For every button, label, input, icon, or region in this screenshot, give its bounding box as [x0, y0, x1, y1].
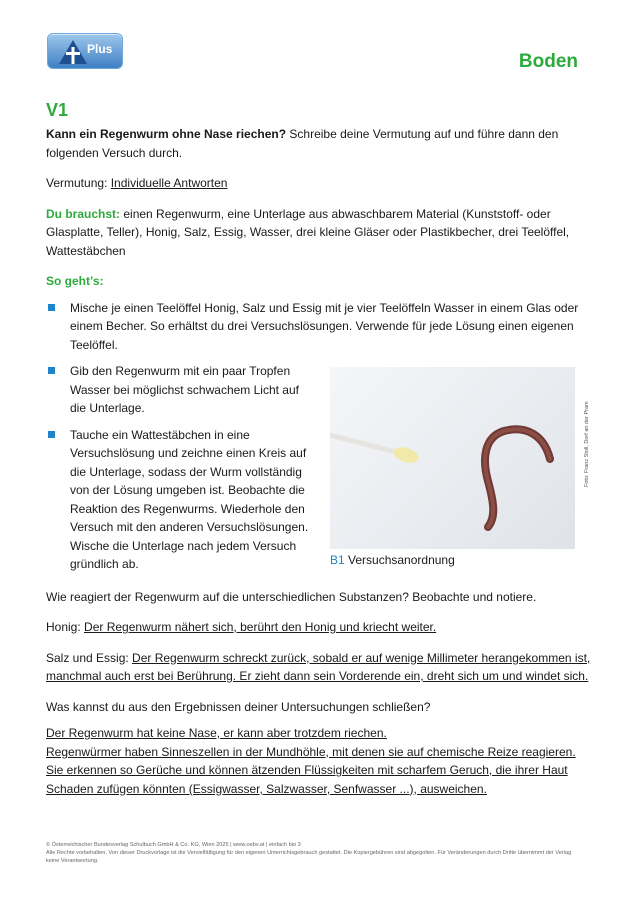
square-bullet-icon	[48, 304, 55, 311]
step-text: Mische je einen Teelöffel Honig, Salz und Essig mit je vier Teelöffeln Wasser in einem Glas oder einem Becher. So erhältst du drei Versuchslösungen. Verwende für jede Lösung einen eigenen Teelöffel.	[70, 300, 579, 352]
steps-list	[46, 299, 592, 355]
salt-label: Salz und Essig:	[46, 650, 133, 665]
hypothesis	[46, 174, 592, 193]
conclusion-answer-1: Der Regenwurm hat keine Nase, er kann aber trotzdem riechen.	[46, 726, 387, 740]
plus-logo	[47, 33, 123, 69]
triangle-logo-icon	[56, 38, 90, 66]
photo-credit: Foto: Franz Stoll, Dorf an der Pram	[584, 401, 590, 487]
hypothesis-label: Vermutung:	[46, 176, 111, 190]
honey-label: Honig:	[46, 620, 85, 634]
materials	[46, 205, 592, 261]
salt-vinegar-observation	[46, 649, 592, 686]
figure-caption	[330, 551, 592, 570]
steps-with-figure	[46, 362, 592, 574]
question-bold: Kann ein Regenwurm ohne Nase riechen?	[46, 127, 287, 141]
earthworm-photo	[330, 367, 575, 549]
figure-label: B1	[330, 553, 345, 567]
logo-text: Plus	[87, 42, 113, 56]
task-question	[46, 125, 592, 162]
footer-copyright: © Österreichischer Bundesverlag Schulbuch GmbH & Co. KG, Wien 2025 | www.oebv.at | einfach bio 3	[46, 842, 301, 848]
list-item	[46, 362, 318, 418]
footer	[46, 841, 586, 865]
question-reaction: Wie reagiert der Regenwurm auf die unterschiedlichen Substanzen? Beobachte und notiere.	[46, 589, 537, 604]
square-bullet-icon	[48, 367, 55, 374]
materials-text: einen Regenwurm, eine Unterlage aus abwaschbarem Material (Kunststoff- oder Glasplatte, Teller), Honig, Salz, Essig, Wasser, drei kleine Gläser oder Plastikbecher, drei Teelöffel, Wattestäbchen	[46, 206, 570, 258]
hypothesis-answer: Individuelle Antworten	[110, 176, 228, 190]
figure-b1	[330, 367, 592, 574]
conclusion-answer-2: Regenwürmer haben Sinneszellen in der Mundhöhle, mit denen sie auf chemische Reize reagieren. Sie erkennen so Gerüche und können ätzenden Flüssigkeiten mit scharfem Geruch, die ihrer Haut Schaden zufügen könnten (Essigwasser, Salzwasser, Senfwasser ...), ausweichen.	[46, 744, 576, 796]
honey-answer: Der Regenwurm nähert sich, berührt den Honig und kriecht weiter.	[84, 620, 437, 634]
task-id: V1	[46, 100, 69, 120]
procedure-label: So geht’s:	[46, 274, 104, 288]
question-rest: Schreibe deine Vermutung auf und führe dann den folgenden Versuch durch.	[46, 127, 559, 160]
steps-list-continued	[46, 362, 318, 574]
step-text: Tauche ein Wattestäbchen in eine Versuchslösung und zeichne einen Kreis auf die Unterlage, sodass der Wurm vollständig von der Lösung umgeben ist. Beobachte die Reaktion des Regenwurms. Wiederhole den Versuch mit den anderen Versuchslösungen. Wische die Unterlage nach jedem Versuch gründlich ab.	[70, 427, 309, 571]
question-conclusion: Was kannst du aus den Ergebnissen deiner Untersuchungen schließen?	[46, 699, 431, 714]
honey-observation	[46, 618, 592, 637]
figure-caption-text: Versuchsanordnung	[344, 553, 455, 567]
step-text: Gib den Regenwurm mit ein paar Tropfen Wasser bei möglichst schwachem Licht auf die Unterlage.	[70, 364, 299, 415]
worksheet-content	[46, 99, 592, 798]
list-item	[46, 426, 318, 574]
square-bullet-icon	[48, 431, 55, 438]
subject-title: Boden	[518, 51, 578, 72]
footer-rights: Alle Rechte vorbehalten. Von dieser Druckvorlage ist die Vervielfältigung für den eigenen Unterrichtsgebrauch gestattet. Die Kopiergebühren sind abgegolten. Für Veränderungen durch Dritte übernimmt der Verlag keine Verantwortung.	[46, 850, 572, 864]
list-item	[46, 299, 592, 355]
salt-answer: Der Regenwurm schreckt zurück, sobald er auf wenige Millimeter herangekommen ist, manchmal auch erst bei Berührung. Er zieht dann sein Vorderende ein, dreht sich um und windet sich.	[46, 650, 591, 683]
materials-label: Du brauchst:	[46, 206, 121, 221]
